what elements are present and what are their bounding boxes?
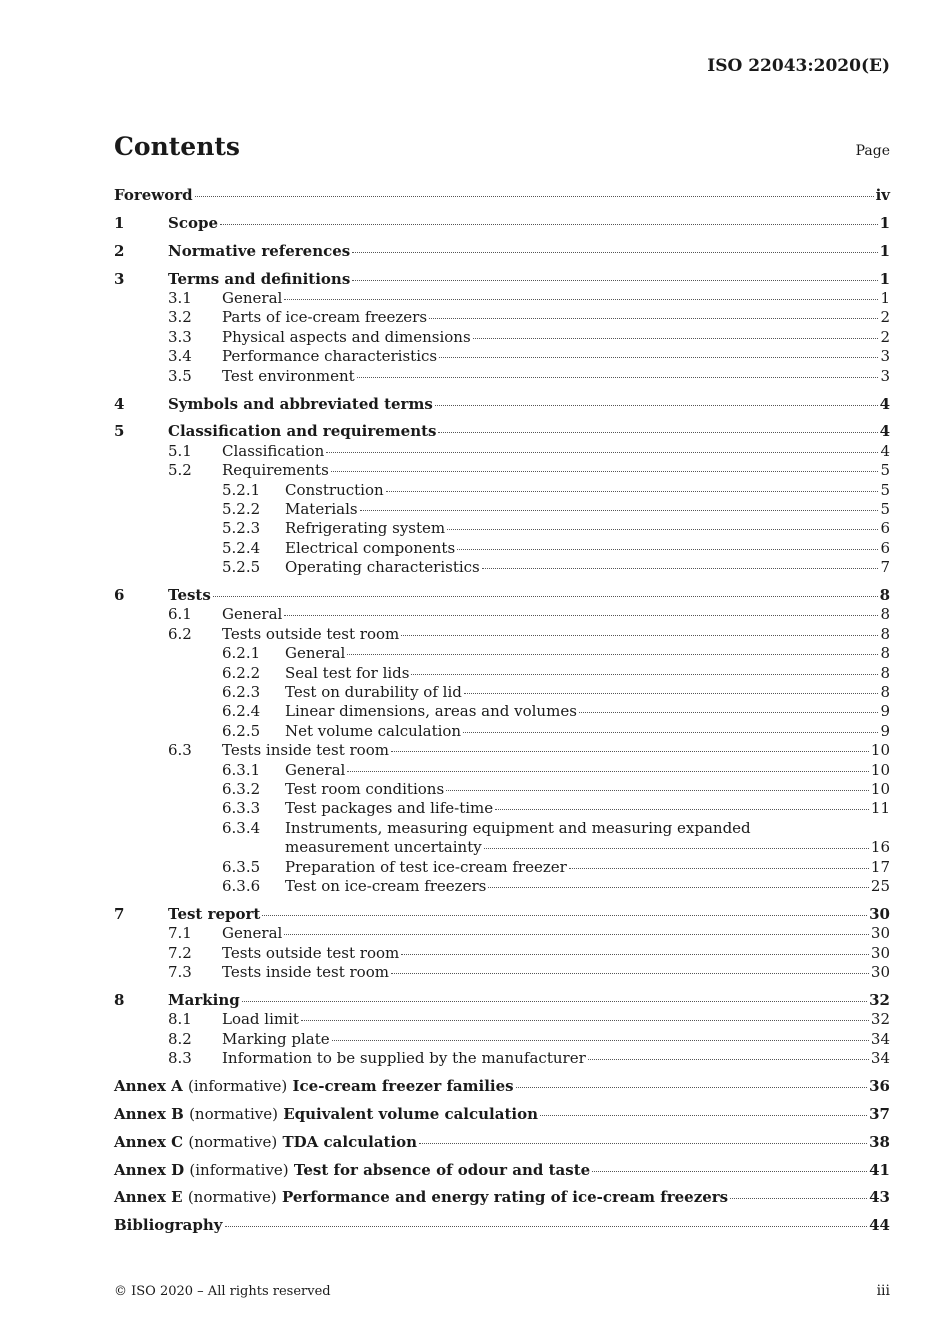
annex-kind: (normative) — [188, 1132, 278, 1151]
toc-entry-number: 1 — [114, 213, 125, 232]
toc-entry-page: 37 — [869, 1104, 890, 1123]
toc-entry-page: 25 — [870, 876, 890, 895]
toc-entry-title: Test on durability of lid — [285, 682, 462, 701]
toc-entry-title: Classification — [222, 441, 325, 460]
toc-entry-page: 36 — [869, 1076, 890, 1095]
toc-entry-page: 41 — [869, 1160, 890, 1179]
toc-entry-page: 9 — [880, 702, 890, 721]
annex-title: Equivalent volume calculation — [283, 1104, 538, 1123]
toc-entry-page: 7 — [880, 558, 890, 577]
toc-entry-title: Information to be supplied by the manufacturer — [222, 1049, 586, 1068]
toc-entry-number: 3.5 — [168, 366, 192, 385]
toc-entry[interactable] — [114, 558, 890, 577]
toc-entry-number: 3.2 — [168, 308, 192, 327]
toc-entry-number: 3.4 — [168, 347, 192, 366]
toc-entry-number: 3.1 — [168, 289, 192, 308]
toc-entry[interactable] — [114, 289, 890, 308]
toc-entry-page: 38 — [869, 1132, 890, 1151]
dot-leader — [357, 377, 879, 378]
toc-entry-page: 8 — [880, 624, 890, 643]
dot-leader — [225, 1226, 868, 1227]
toc-entry-number: 6.3.1 — [222, 760, 261, 779]
toc-entry-title: Test on ice-cream freezers — [285, 876, 487, 895]
toc-entry-page: 9 — [880, 721, 890, 740]
toc-entry-title: Refrigerating system — [285, 519, 446, 538]
dot-leader — [284, 299, 878, 300]
toc-entry-page: 32 — [870, 1010, 890, 1029]
annex-kind: (normative) — [189, 1104, 278, 1123]
toc-entry-number: 6.3 — [168, 741, 192, 760]
toc-entry-title: Requirements — [222, 461, 329, 480]
toc-entry-title: Test packages and life-time — [285, 799, 494, 818]
annex-title: TDA calculation — [282, 1132, 418, 1151]
toc-entry-page: 8 — [880, 682, 890, 701]
toc-entry-title: Test environment — [222, 366, 355, 385]
toc-entry[interactable] — [114, 1049, 890, 1068]
dot-leader — [473, 338, 879, 339]
dot-leader — [464, 693, 879, 694]
toc-entry-number: 8.1 — [168, 1010, 192, 1029]
toc-entry[interactable] — [114, 242, 890, 261]
toc-entry-page: 5 — [880, 480, 890, 499]
toc-entry-title: Operating characteristics — [285, 558, 480, 577]
toc-entry[interactable] — [114, 877, 890, 896]
dot-leader — [401, 954, 869, 955]
toc-entry[interactable] — [114, 1105, 890, 1124]
toc-entry[interactable] — [114, 539, 890, 558]
toc-entry-number: 6.2.2 — [222, 663, 261, 682]
toc-entry-title — [114, 1105, 538, 1124]
toc-entry-number: 6.3.3 — [222, 799, 261, 818]
toc-entry-page: 1 — [879, 241, 890, 260]
toc-entry[interactable] — [114, 664, 890, 683]
dot-leader — [540, 1115, 867, 1116]
toc-entry-number: 6.2.3 — [222, 682, 261, 701]
toc-entry[interactable] — [114, 442, 890, 461]
toc-entry-title: Tests outside test room — [222, 943, 400, 962]
toc-entry[interactable] — [114, 905, 890, 924]
toc-entry[interactable] — [114, 1030, 890, 1049]
dot-leader — [439, 357, 878, 358]
toc-entry-number: 6.3.2 — [222, 779, 261, 798]
dot-leader — [284, 615, 878, 616]
toc-entry-page: 4 — [879, 394, 890, 413]
toc-entry-page: 34 — [870, 1049, 890, 1068]
toc-entry[interactable] — [114, 586, 890, 605]
toc-entry-page: 1 — [879, 269, 890, 288]
dot-leader — [463, 732, 878, 733]
toc-entry[interactable] — [114, 347, 890, 366]
annex-label: Annex E — [114, 1188, 183, 1207]
dot-leader — [401, 635, 878, 636]
toc-entry[interactable] — [114, 858, 890, 877]
dot-leader — [220, 224, 878, 225]
toc-entry[interactable] — [114, 1010, 890, 1029]
toc-entry-title: Tests inside test room — [222, 741, 389, 760]
dot-leader — [516, 1087, 868, 1088]
toc-entry-number: 6.2.1 — [222, 644, 261, 663]
dot-leader — [495, 809, 869, 810]
toc-entry-page: 30 — [870, 962, 890, 981]
annex-kind: (informative) — [188, 1076, 288, 1095]
toc-entry-title: General — [285, 760, 346, 779]
toc-entry-number: 8.2 — [168, 1029, 192, 1048]
page-number: iii — [876, 1283, 890, 1299]
toc-entry-page: iv — [875, 186, 890, 204]
toc-entry-number: 7.1 — [168, 924, 192, 943]
toc-entry-title: General — [222, 924, 283, 943]
toc-entry-number: 8 — [114, 990, 125, 1009]
toc-entry-page: 5 — [880, 499, 890, 518]
toc-entry-number: 5 — [114, 422, 125, 441]
toc-entry-title: Performance characteristics — [222, 347, 438, 366]
toc-entry-number: 6.3.6 — [222, 876, 261, 895]
toc-entry[interactable] — [114, 1161, 890, 1180]
toc-entry[interactable] — [114, 963, 890, 982]
toc-entry-title: Normative references — [168, 241, 351, 260]
toc-entry-title — [114, 1188, 728, 1207]
toc-entry-title: Load limit — [222, 1010, 299, 1029]
toc-entry-title: Linear dimensions, areas and volumes — [285, 702, 577, 721]
annex-kind: (normative) — [187, 1188, 277, 1207]
page-title: Contents — [114, 132, 241, 161]
toc-entry-title: Marking — [168, 990, 240, 1009]
toc-entry-title: General — [222, 289, 283, 308]
toc-entry[interactable] — [114, 1133, 890, 1152]
toc-entry[interactable] — [114, 308, 890, 327]
dot-leader — [569, 868, 869, 869]
toc-entry-number: 6.3.4 — [222, 818, 261, 837]
toc-entry-number: 5.2.4 — [222, 538, 261, 557]
toc-entry[interactable] — [114, 186, 890, 205]
toc-entry-page: 30 — [870, 943, 890, 962]
toc-entry-number: 8.3 — [168, 1049, 192, 1068]
dot-leader — [347, 654, 878, 655]
copyright-notice: © ISO 2020 – All rights reserved — [114, 1284, 331, 1299]
toc-entry-title: General — [222, 605, 283, 624]
toc-entry[interactable] — [114, 461, 890, 480]
toc-entry-title: Instruments, measuring equipment and measuring expanded — [285, 818, 751, 837]
toc-entry-page: 34 — [870, 1029, 890, 1048]
toc-entry-page: 4 — [880, 441, 890, 460]
dot-leader — [331, 471, 879, 472]
toc-entry-page: 32 — [869, 990, 890, 1009]
toc-entry-page: 1 — [879, 213, 890, 232]
toc-entry[interactable] — [114, 799, 890, 818]
toc-entry-title: Foreword — [114, 186, 193, 204]
toc-entry[interactable] — [114, 519, 890, 538]
toc-entry-title: Terms and definitions — [168, 269, 351, 288]
toc-entry-number: 6 — [114, 586, 125, 605]
toc-entry[interactable] — [114, 1077, 890, 1096]
toc-entry-title: Preparation of test ice-cream freezer — [285, 857, 567, 876]
toc-entry-page: 30 — [869, 904, 890, 923]
toc-entry-number: 7.2 — [168, 943, 192, 962]
annex-kind: (informative) — [189, 1160, 289, 1179]
toc-entry-page: 43 — [869, 1188, 890, 1207]
toc-entry-title: Electrical components — [285, 538, 456, 557]
dot-leader — [242, 1001, 867, 1002]
toc-entry-number: 5.2.2 — [222, 499, 261, 518]
toc-entry-title: Seal test for lids — [285, 663, 410, 682]
toc-entry-page: 8 — [880, 605, 890, 624]
toc-entry-page: 4 — [879, 422, 890, 441]
toc-entry[interactable] — [114, 819, 890, 838]
toc-entry-page: 3 — [880, 347, 890, 366]
dot-leader — [482, 568, 879, 569]
dot-leader — [411, 674, 878, 675]
toc-entry-title: Tests inside test room — [222, 962, 389, 981]
dot-leader — [457, 549, 878, 550]
dot-leader — [447, 529, 878, 530]
toc-entry-title: Physical aspects and dimensions — [222, 327, 471, 346]
dot-leader — [419, 1143, 867, 1144]
toc-entry-number: 2 — [114, 241, 125, 260]
toc-entry-page: 8 — [880, 663, 890, 682]
toc-entry-page: 8 — [879, 586, 890, 605]
dot-leader — [301, 1020, 869, 1021]
annex-label: Annex B — [114, 1104, 184, 1123]
toc-entry[interactable] — [114, 683, 890, 702]
toc-entry-title: Construction — [285, 480, 384, 499]
toc-entry-page: 44 — [869, 1216, 890, 1235]
toc-entry-number: 6.2.4 — [222, 702, 261, 721]
dot-leader — [488, 887, 869, 888]
toc-entry-title: measurement uncertainty — [285, 838, 482, 857]
toc-entry[interactable] — [114, 1216, 890, 1235]
toc-entry[interactable] — [114, 924, 890, 943]
toc-entry-title — [114, 1133, 417, 1152]
toc-entry[interactable] — [114, 741, 890, 760]
toc-entry-page: 3 — [880, 366, 890, 385]
dot-leader — [429, 318, 878, 319]
toc-entry[interactable] — [114, 422, 890, 441]
toc-entry-title: Net volume calculation — [285, 721, 462, 740]
toc-entry-title: Scope — [168, 213, 219, 232]
toc-entry-title: Marking plate — [222, 1029, 330, 1048]
dot-leader — [446, 790, 869, 791]
toc-entry-page: 1 — [880, 289, 890, 308]
toc-entry-title: Tests — [168, 586, 211, 605]
toc-entry-number: 6.2 — [168, 624, 192, 643]
dot-leader — [262, 915, 867, 916]
toc-entry-page: 10 — [870, 760, 890, 779]
toc-entry[interactable] — [114, 328, 890, 347]
toc-entry-page: 10 — [870, 779, 890, 798]
annex-label: Annex D — [114, 1160, 185, 1179]
toc-entry-title: General — [285, 644, 346, 663]
dot-leader — [435, 405, 878, 406]
toc-entry-title: Symbols and abbreviated terms — [168, 394, 433, 413]
dot-leader — [332, 1040, 869, 1041]
dot-leader — [588, 1059, 869, 1060]
toc-entry-number: 7.3 — [168, 962, 192, 981]
toc-entry-number: 7 — [114, 904, 125, 923]
toc-entry-number: 5.2.3 — [222, 519, 261, 538]
toc-entry[interactable] — [114, 270, 890, 289]
toc-entry-number: 5.2.1 — [222, 480, 261, 499]
toc-entry-title — [114, 1161, 590, 1180]
dot-leader — [352, 252, 877, 253]
dot-leader — [438, 432, 877, 433]
dot-leader — [730, 1198, 867, 1199]
document-id: ISO 22043:2020(E) — [707, 56, 890, 76]
dot-leader — [391, 973, 869, 974]
toc-entry-title: Test room conditions — [285, 779, 445, 798]
toc-entry[interactable] — [114, 395, 890, 414]
dot-leader — [592, 1171, 867, 1172]
toc-entry[interactable] — [114, 838, 890, 857]
toc-entry[interactable] — [114, 722, 890, 741]
toc-entry-number: 5.2 — [168, 461, 192, 480]
toc-entry[interactable] — [114, 761, 890, 780]
dot-leader — [347, 771, 869, 772]
toc-entry-number: 6.2.5 — [222, 721, 261, 740]
dot-leader — [484, 848, 869, 849]
dot-leader — [326, 452, 878, 453]
toc-entry[interactable] — [114, 367, 890, 386]
annex-label: Annex A — [114, 1076, 183, 1095]
toc-entry-title: Bibliography — [114, 1216, 223, 1235]
toc-entry-number: 5.2.5 — [222, 558, 261, 577]
toc-entry[interactable] — [114, 214, 890, 233]
dot-leader — [386, 491, 879, 492]
toc-entry-number: 6.3.5 — [222, 857, 261, 876]
toc-entry[interactable] — [114, 625, 890, 644]
toc-entry[interactable] — [114, 481, 890, 500]
toc-entry-title: Parts of ice-cream freezers — [222, 308, 428, 327]
toc-entry-title: Materials — [285, 499, 358, 518]
toc-entry-number: 6.1 — [168, 605, 192, 624]
annex-label: Annex C — [114, 1132, 184, 1151]
dot-leader — [360, 510, 879, 511]
toc-entry[interactable] — [114, 991, 890, 1010]
dot-leader — [391, 751, 869, 752]
toc-entry[interactable] — [114, 944, 890, 963]
toc-entry[interactable] — [114, 702, 890, 721]
toc-entry-title: Test report — [168, 904, 261, 923]
toc-entry-page: 30 — [870, 924, 890, 943]
annex-title: Performance and energy rating of ice-cream freezers — [281, 1188, 729, 1207]
dot-leader — [195, 196, 874, 197]
toc-entry[interactable] — [114, 500, 890, 519]
table-of-contents — [114, 186, 890, 1236]
toc-entry-page: 17 — [870, 857, 890, 876]
toc-entry[interactable] — [114, 644, 890, 663]
toc-entry-page: 6 — [880, 519, 890, 538]
toc-entry-page: 5 — [880, 461, 890, 480]
toc-entry-title: Classification and requirements — [168, 422, 437, 441]
dot-leader — [284, 934, 869, 935]
toc-entry-number: 4 — [114, 394, 125, 413]
toc-entry-page: 2 — [880, 327, 890, 346]
toc-entry-title — [114, 1077, 514, 1096]
toc-entry-number: 3 — [114, 269, 125, 288]
toc-entry-page: 16 — [870, 838, 890, 857]
toc-entry-page: 10 — [870, 741, 890, 760]
toc-entry-number: 5.1 — [168, 441, 192, 460]
toc-entry-page: 11 — [870, 799, 890, 818]
toc-entry[interactable] — [114, 1188, 890, 1207]
dot-leader — [213, 596, 878, 597]
annex-title: Test for absence of odour and taste — [293, 1160, 591, 1179]
toc-entry-page: 6 — [880, 538, 890, 557]
toc-entry-page: 8 — [880, 644, 890, 663]
page-column-label: Page — [855, 143, 890, 159]
toc-entry-page: 2 — [880, 308, 890, 327]
toc-entry-number: 3.3 — [168, 327, 192, 346]
dot-leader — [352, 280, 877, 281]
annex-title: Ice-cream freezer families — [292, 1076, 514, 1095]
toc-entry[interactable] — [114, 605, 890, 624]
toc-entry-title: Tests outside test room — [222, 624, 400, 643]
toc-entry[interactable] — [114, 780, 890, 799]
dot-leader — [579, 712, 879, 713]
